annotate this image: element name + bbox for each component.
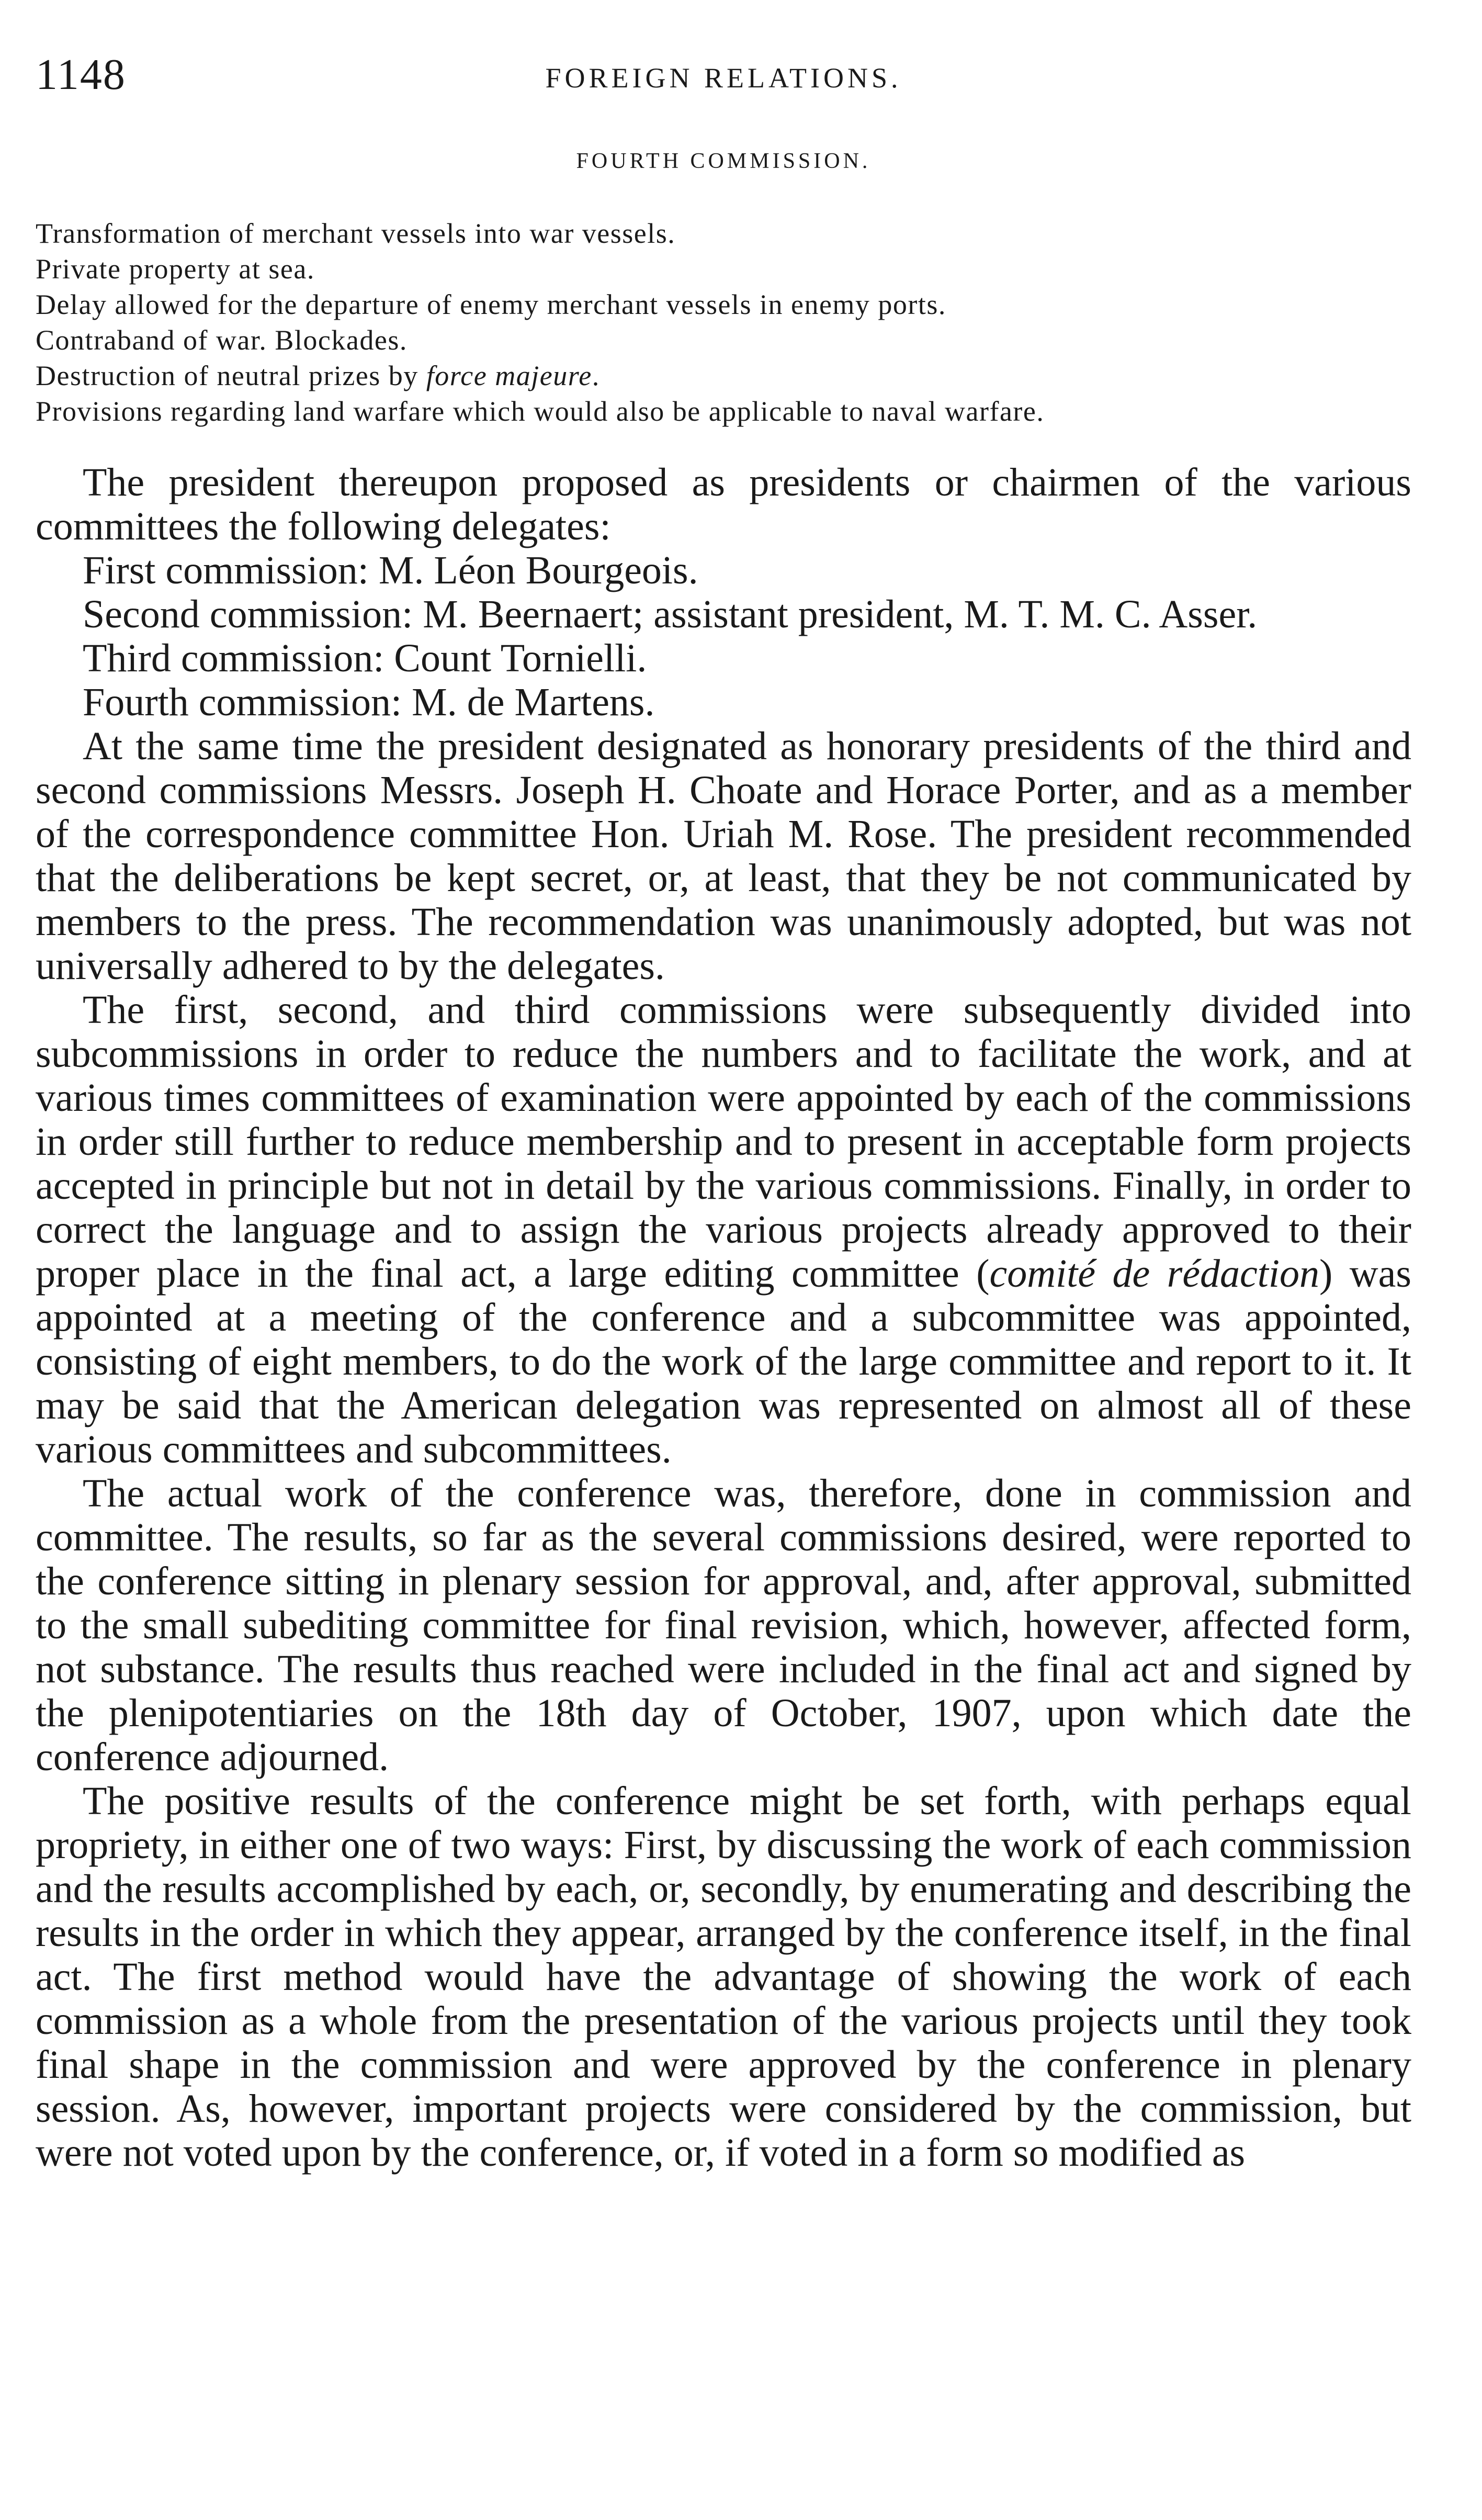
- commission-chair-line: Fourth commission: M. de Martens.: [83, 680, 655, 724]
- topic-text: .: [592, 360, 600, 391]
- paragraph: The actual work of the conference was, therefore, done in commission and committee. The results, so far as the several commissions desired, were reported to the conference sitting in plenary session for approval, and, after approval, submitted to the small subediting committee for final revision, which, however, affected form, not substance. The results thus reached were included in the final act and signed by the plenipotentiaries on the 18th day of October, 1907, upon which date the conference adjourned.: [36, 1471, 1411, 1779]
- topic-item: Delay allowed for the departure of enemy merchant vessels in enemy ports.: [36, 289, 946, 320]
- running-title: FOREIGN RELATIONS.: [545, 62, 902, 94]
- topic-list: [36, 216, 1411, 429]
- commission-chair-line: Second commission: M. Beernaert; assistant president, M. T. M. C. Asser.: [83, 592, 1258, 636]
- topic-text: Destruction of neutral prizes by: [36, 360, 426, 391]
- topic-item: Private property at sea.: [36, 253, 315, 285]
- paragraph: The president thereupon proposed as presidents or chairmen of the various committees the following delegates:: [36, 460, 1411, 548]
- paragraph: At the same time the president designated as honorary presidents of the third and second commissions Messrs. Joseph H. Choate and Horace Porter, and as a member of the correspondence committee Hon. Uriah M. Rose. The president recommended that the deliberations be kept secret, or, at least, that they be not communicated by members to the press. The recommendation was unanimously adopted, but was not universally adhered to by the delegates.: [36, 724, 1411, 988]
- topic-item: Provisions regarding land warfare which would also be applicable to naval warfare.: [36, 396, 1045, 427]
- body-text: [36, 460, 1411, 2175]
- paragraph: The positive results of the conference might be set forth, with perhaps equal propriety, in either one of two ways: First, by discussing the work of each commission and the results accomplished by each, or, secondly, by enumerating and describing the results in the order in which they appear, arranged by the conference itself, in the final act. The first method would have the advantage of showing the work of each commission as a whole from the presentation of the various projects until they took final shape in the commission and were approved by the conference in plenary session. As, however, important projects were considered by the commission, but were not voted upon by the conference, or, if voted in a form so modified as: [36, 1779, 1411, 2175]
- topic-item: Transformation of merchant vessels into war vessels.: [36, 218, 676, 249]
- paragraph: [36, 988, 1411, 1471]
- section-heading: FOURTH COMMISSION.: [576, 149, 871, 173]
- italic-phrase: force majeure: [426, 360, 592, 391]
- commission-chair-line: Third commission: Count Tornielli.: [83, 636, 647, 680]
- topic-item: Contraband of war. Blockades.: [36, 324, 408, 356]
- commission-chair-line: First commission: M. Léon Bourgeois.: [83, 548, 698, 592]
- topic-item: [36, 358, 1411, 393]
- paragraph-text: ) was appointed at a meeting of the conference and a subcommittee was appointed, consisting of eight members, to do the work of the large committee and report to it. It may be said that the American delegation was represented on almost all of these various committees and subcommittees.: [36, 1252, 1411, 1471]
- paragraph-text: The first, second, and third commissions were subsequently divided into subcommissions in order to reduce the numbers and to facilitate the work, and at various times committees of examination were appointed by each of the commissions in order still further to reduce membership and to present in acceptable form projects accepted in principle but not in detail by the various commissions. Finally, in order to correct the language and to assign the various projects already approved to their proper place in the final act, a large editing committee (: [36, 988, 1411, 1296]
- page-number: 1148: [36, 50, 126, 99]
- document-page: [36, 0, 1411, 2520]
- italic-phrase: comité de rédaction: [989, 1252, 1320, 1296]
- running-header: [36, 46, 1411, 104]
